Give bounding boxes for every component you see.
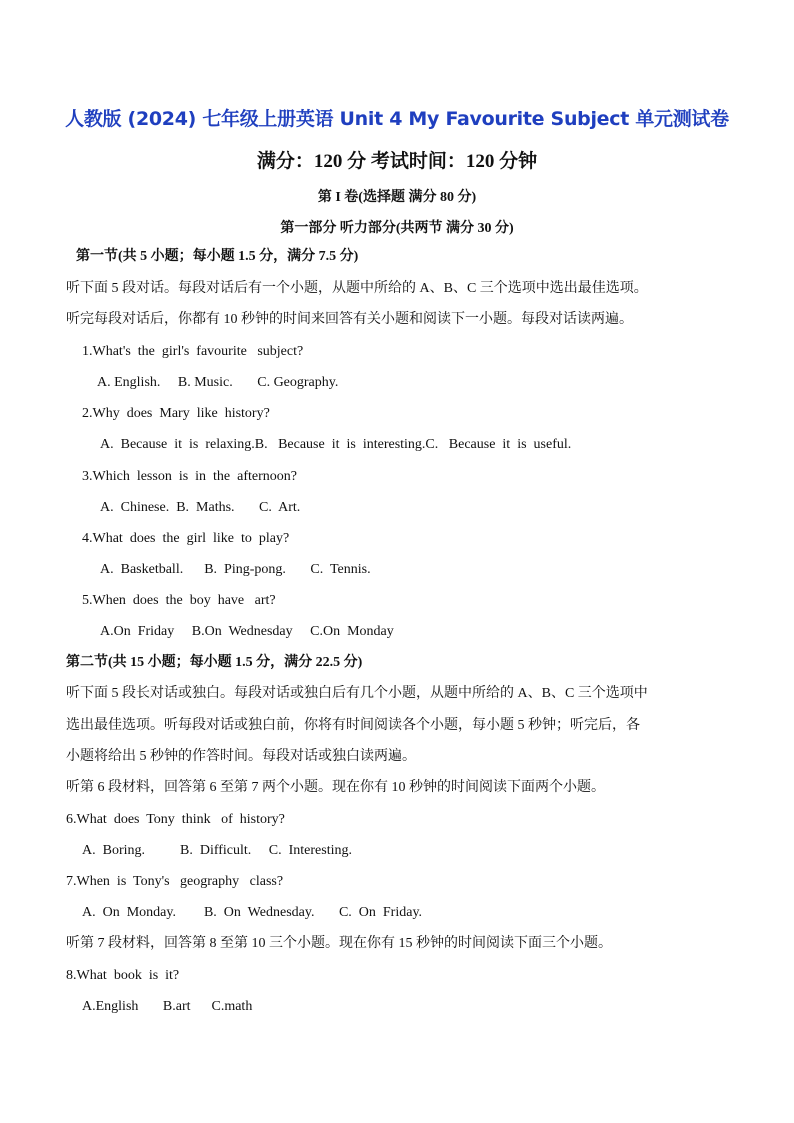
material-7-instruction: 听第 7 段材料，回答第 8 至第 10 三个小题。现在你有 15 秒钟的时间阅读下面三个小题。 [66,936,612,951]
question-5: 5.When does the boy have art? [82,593,276,608]
section2-heading: 第二节(共 15 小题；每小题 1.5 分，满分 22.5 分) [66,655,363,670]
document-title: 人教版 (2024) 七年级上册英语 Unit 4 My Favourite Subject 单元测试卷 [65,108,729,130]
section2-instruction-line: 选出最佳选项。听每段对话或独白前，你将有时间阅读各个小题，每小题 5 秒钟；听完后，各 [66,718,640,733]
section2-instruction-line: 听下面 5 段长对话或独白。每段对话或独白后有几个小题，从题中所给的 A、B、C 三个选项中 [66,686,648,701]
part-heading: 第一部分 听力部分(共两节 满分 30 分) [280,221,514,236]
question-1: 1.What's the girl's favourite subject? [82,344,304,359]
section1-instruction-line: 听下面 5 段对话。每段对话后有一个小题，从题中所给的 A、B、C 三个选项中选出最佳选项。 [66,281,648,296]
question-5-options: A.On Friday B.On Wednesday C.On Monday [100,624,394,639]
question-2: 2.Why does Mary like history? [82,406,270,421]
question-2-options: A. Because it is relaxing.B. Because it is interesting.C. Because it is useful. [100,437,572,452]
volume-heading: 第 I 卷(选择题 满分 80 分) [317,190,477,205]
question-3-options: A. Chinese. B. Maths. C. Art. [100,500,301,515]
question-7-options: A. On Monday. B. On Wednesday. C. On Friday. [82,905,423,920]
section1-heading: 第一节(共 5 小题；每小题 1.5 分，满分 7.5 分) [76,249,359,264]
question-6: 6.What does Tony think of history? [66,812,285,827]
section2-instruction-line: 小题将给出 5 秒钟的作答时间。每段对话或独白读两遍。 [66,749,416,764]
question-4: 4.What does the girl like to play? [82,531,290,546]
question-8-options: A.English B.art C.math [82,999,253,1014]
section1-instruction-line: 听完每段对话后，你都有 10 秒钟的时间来回答有关小题和阅读下一小题。每段对话读两遍。 [66,312,633,327]
question-1-options: A. English. B. Music. C. Geography. [97,375,339,390]
question-6-options: A. Boring. B. Difficult. C. Interesting. [82,843,352,858]
question-7: 7.When is Tony's geography class? [66,874,284,889]
question-4-options: A. Basketball. B. Ping-pong. C. Tennis. [100,562,371,577]
question-3: 3.Which lesson is in the afternoon? [82,469,298,484]
score-time-line: 满分：120 分 考试时间：120 分钟 [256,151,538,172]
question-8: 8.What book is it? [66,968,180,983]
material-6-instruction: 听第 6 段材料，回答第 6 至第 7 两个小题。现在你有 10 秒钟的时间阅读下面两个小题。 [66,780,605,795]
